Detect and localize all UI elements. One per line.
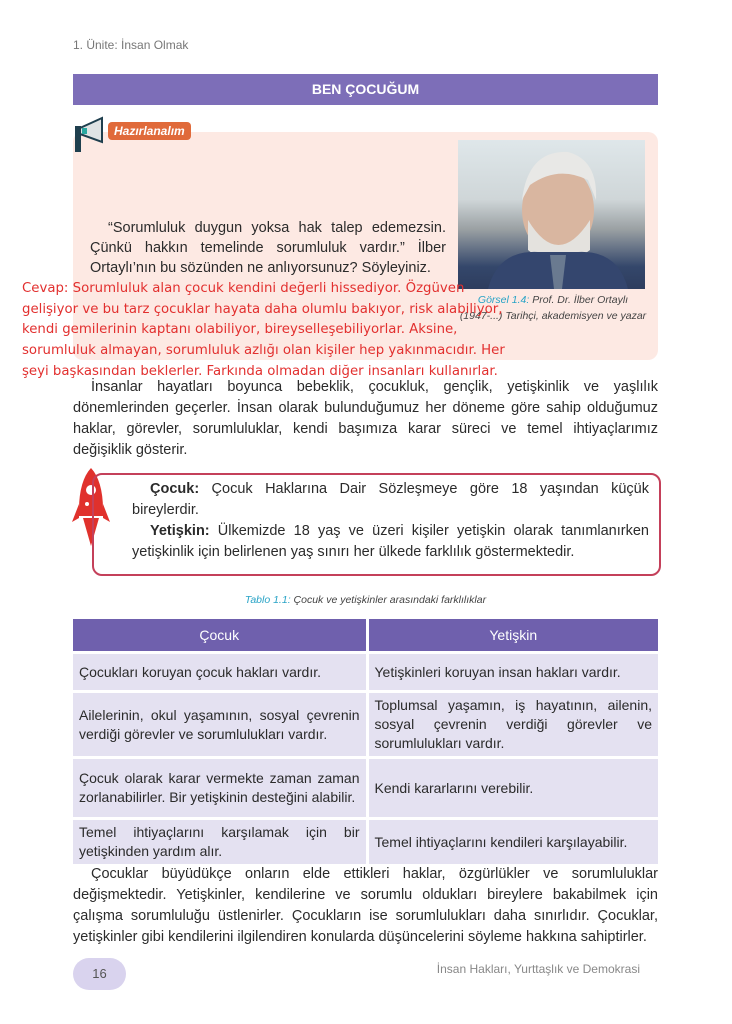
caption-label: Görsel 1.4:: [477, 294, 530, 306]
table-row: Temel ihtiyaçlarını karşılamak için bir yetişkinden yardım alır. Temel ihtiyaçlarını kendileri karşılayabilir.: [73, 820, 658, 864]
closing-paragraph: Çocuklar büyüdükçe onların elde ettikleri haklar, özgürlükler ve sorumluluklar değişmektedir. Yetişkinler, kendilerine ve sorumlu oldukları bireylere bakabilmek için çalışma sorumluluğu üstlenirler. Çocukların ise sorumlulukları daha sınırlıdır. Çocuklar, yetişkinler gibi kendilerini ilgilendiren konularda düşüncelerini söyleme hakkına sahiptirler.: [73, 866, 658, 945]
page-number: 16: [73, 958, 126, 990]
handwritten-answer: Cevap: Sorumluluk alan çocuk kendini değerli hissediyor. Özgüven gelişiyor ve bu tarz çocuklar hayata daha olumlu bakıyor, risk alabiliyor, kendi gemilerinin kaptanı olabiliyor, bireyselleşebiliyorlar. Aksine, sorumluluk almayan, sorumluluk azlığı olan kişiler hep yakınmacıdır. Her şeyi başkasından beklerler. Farkında olmadan diğer insanları kullanırlar.: [22, 281, 505, 379]
prep-question: “Sorumluluk duygun yoksa hak talep edemezsin. Çünkü hakkın temelinde sorumluluk vardır.” İlber Ortaylı’nın bu sözünden ne anlıyorsunuz? Söyleyiniz.: [90, 220, 446, 276]
section-title: BEN ÇOCUĞUM: [73, 74, 658, 105]
comparison-table: [73, 616, 658, 867]
intro-paragraph: İnsanlar hayatları boyunca bebeklik, çocukluk, gençlik, yetişkinlik ve yaşlılık dönemlerinden geçerler. İnsan olarak bulunduğumuz her döneme göre sahip olduğumuz haklar, görevler, sorumluluklar, kendi başımıza karar süreci ve temel ihtiyaçlarımız değişiklik gösterir.: [73, 379, 658, 458]
table-header-row: Çocuk Yetişkin: [73, 619, 658, 651]
prep-badge: Hazırlanalım: [108, 122, 191, 140]
definition-adult: Yetişkin: Ülkemizde 18 yaş ve üzeri kişiler yetişkin olarak tanımlanırken yetişkinlik için belirlenen yaş sınırı her ülkede farklılık göstermektedir.: [132, 523, 649, 560]
table-row: Çocuk olarak karar vermekte zaman zaman zorlanabilirler. Bir yetişkinin desteğini alabilir. Kendi kararlarını verebilir.: [73, 759, 658, 817]
table-row: Çocukları koruyan çocuk hakları vardır. Yetişkinleri koruyan insan hakları vardır.: [73, 654, 658, 690]
definitions-box: [92, 473, 661, 576]
unit-label: 1. Ünite: İnsan Olmak: [73, 38, 189, 52]
book-title-footer: İnsan Hakları, Yurttaşlık ve Demokrasi: [436, 962, 640, 976]
table-caption: Tablo 1.1: Çocuk ve yetişkinler arasındaki farklılıklar: [244, 594, 487, 606]
megaphone-icon: [72, 116, 108, 154]
portrait-photo: [458, 140, 645, 289]
table-row: Ailelerinin, okul yaşamının, sosyal çevrenin verdiği görevler ve sorumlulukları vardır. Toplumsal yaşamın, iş hayatının, ailenin, sosyal çevrenin verdiği görevler ve sorumlulukları vardır.: [73, 693, 658, 756]
definition-child: Çocuk: Çocuk Haklarına Dair Sözleşmeye göre 18 yaşından küçük bireylerdir.: [132, 481, 649, 518]
caption-text: Prof. Dr. İlber Ortaylı (1947-...) Tarihçi, akademisyen ve yazar: [459, 294, 647, 322]
